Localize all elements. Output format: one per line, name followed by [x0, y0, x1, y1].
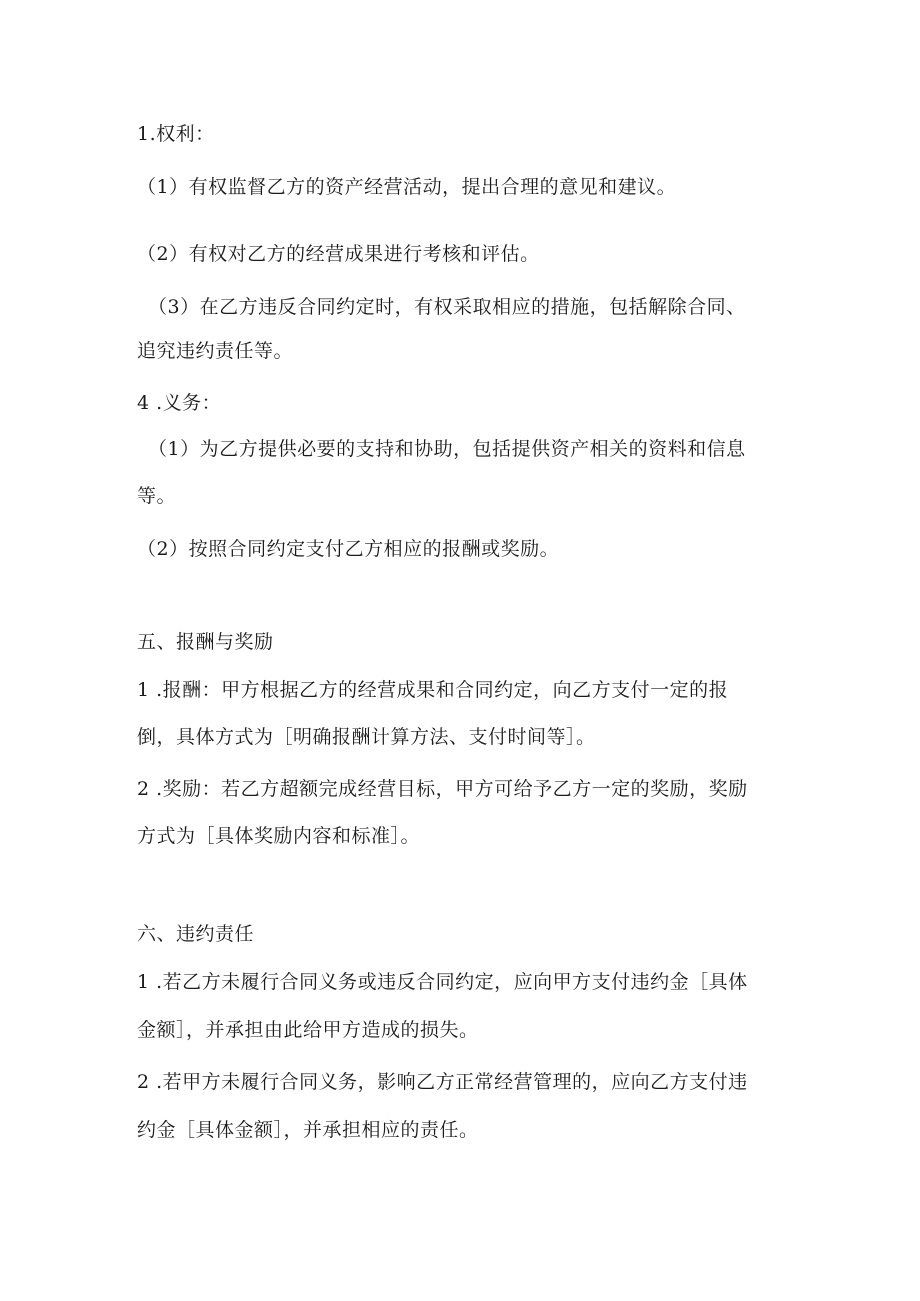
rights-item-1: （1）有权监督乙方的资产经营活动，提出合理的意见和建议。 [137, 176, 677, 198]
section-5-item-2: 2 .奖励：若乙方超额完成经营目标，甲方可给予乙方一定的奖励，奖励 [137, 778, 748, 800]
rights-item-2: （2）有权对乙方的经营成果进行考核和评估。 [137, 243, 540, 265]
section-5-item-1: 1 .报酬：甲方根据乙方的经营成果和合同约定，向乙方支付一定的报 [137, 679, 729, 701]
section-6-item-1: 1 .若乙方未履行合同义务或违反合同约定，应向甲方支付违约金［具体 [137, 971, 748, 993]
duties-item-1: （1）为乙方提供必要的支持和协助，包括提供资产相关的资料和信息 [148, 438, 746, 460]
section-6-item-2: 2 .若甲方未履行合同义务，影响乙方正常经营管理的，应向乙方支付违 [137, 1071, 748, 1093]
section-6-heading: 六、违约责任 [137, 923, 255, 945]
rights-item-3: （3）在乙方违反合同约定时，有权采取相应的措施，包括解除合同、 [148, 296, 746, 318]
section-5-heading: 五、报酬与奖励 [137, 631, 274, 653]
section-5-item-2-cont: 方式为［具体奖励内容和标准］。 [137, 825, 421, 847]
duties-heading: 4 .义务： [137, 392, 222, 414]
section-5-item-1-cont: 倒，具体方式为［明确报酬计算方法、支付时间等］。 [137, 726, 596, 748]
section-6-item-1-cont: 金额］，并承担由此给甲方造成的损失。 [137, 1019, 479, 1041]
rights-heading: 1.权利： [137, 123, 215, 145]
rights-item-3-cont: 追究违约责任等。 [137, 340, 294, 362]
section-6-item-2-cont: 约金［具体金额］，并承担相应的责任。 [137, 1119, 479, 1141]
duties-item-1-cont: 等。 [137, 485, 177, 507]
duties-item-2: （2）按照合同约定支付乙方相应的报酬或奖励。 [137, 538, 560, 560]
